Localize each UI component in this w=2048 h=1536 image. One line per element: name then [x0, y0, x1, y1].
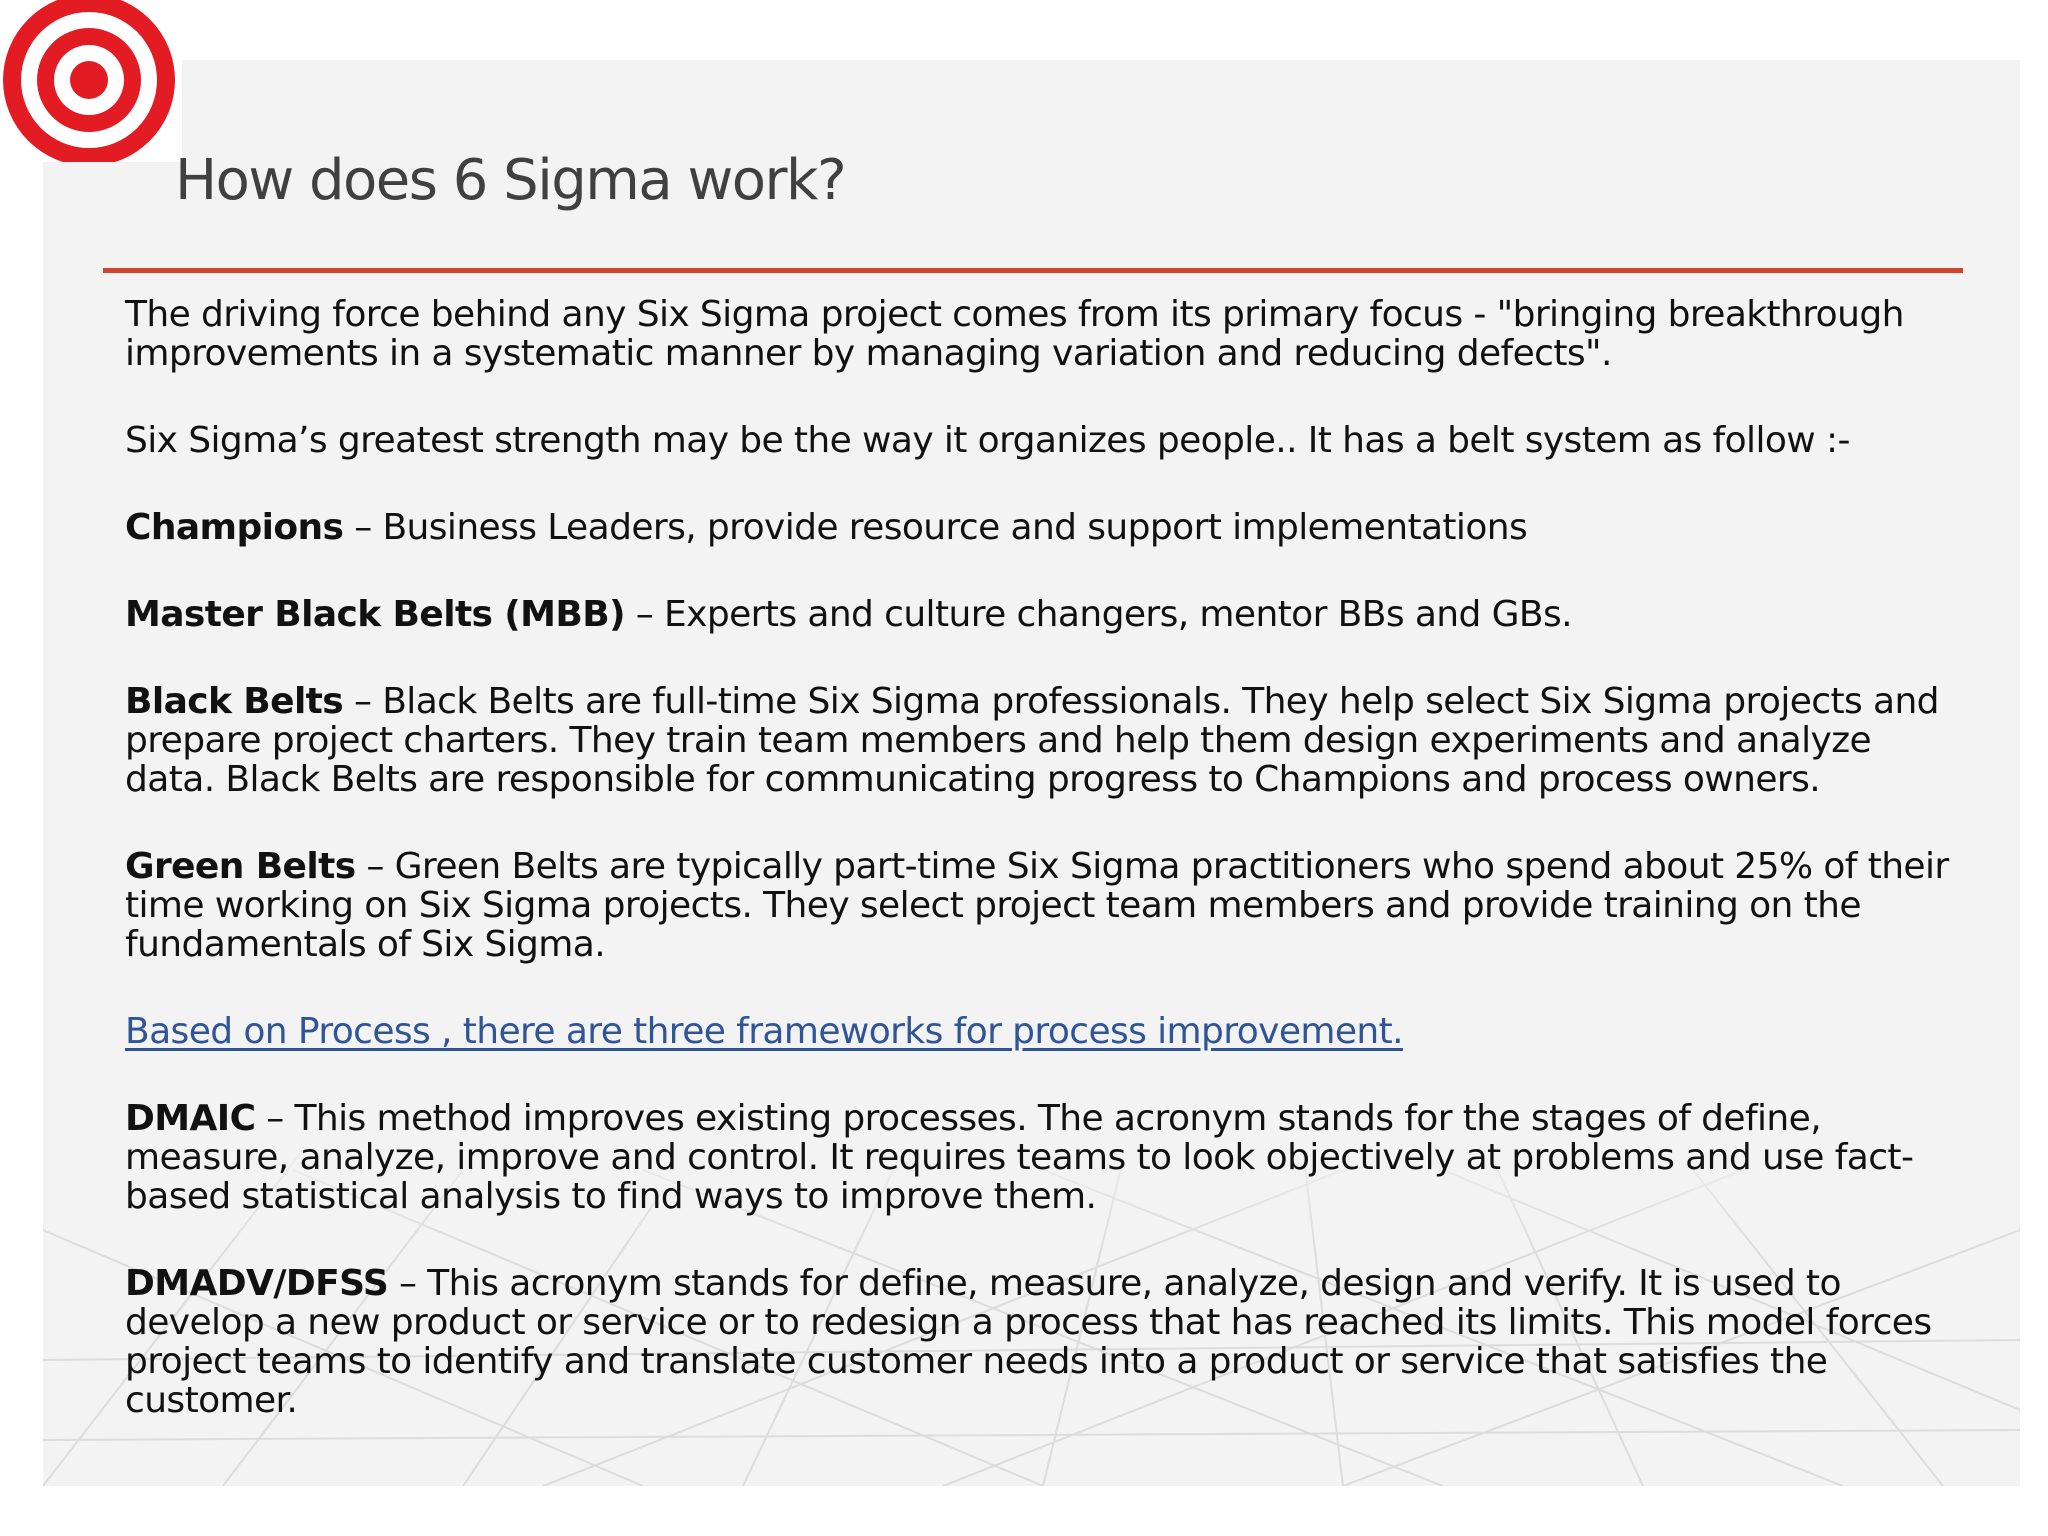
role-description: – Green Belts are typically part-time Six Sigma practitioners who spend about 25% of their time working on Six Sigma projects. They select project team members and provide training on the fundamentals of Six Sigma. [125, 846, 1949, 965]
role-term: Black Belts [125, 681, 344, 722]
title-underline [103, 268, 1963, 273]
slide-body [125, 295, 1955, 1468]
role-term: Green Belts [125, 846, 356, 887]
role-description: – Experts and culture changers, mentor BBs and GBs. [624, 594, 1572, 635]
belt-intro-paragraph: Six Sigma’s greatest strength may be the way it organizes people.. It has a belt system as follow :- [125, 420, 1850, 461]
role-black-belts [125, 682, 1955, 799]
target-icon [0, 0, 182, 162]
framework-term: DMAIC [125, 1098, 256, 1139]
framework-description: – This method improves existing processes. The acronym stands for the stages of define, measure, analyze, improve and control. It requires teams to look objectively at problems and use fact-based statistical analysis to find ways to improve them. [125, 1098, 1914, 1217]
role-description: – Black Belts are full-time Six Sigma professionals. They help select Six Sigma projects and prepare project charters. They train team members and help them design experiments and analyze data. Black Belts are responsible for communicating progress to Champions and process owners. [125, 681, 1939, 800]
role-champions [125, 508, 1955, 547]
frameworks-link[interactable]: Based on Process , there are three frameworks for process improvement. [125, 1011, 1403, 1052]
role-green-belts [125, 847, 1955, 964]
framework-description: – This acronym stands for define, measure, analyze, design and verify. It is used to develop a new product or service or to redesign a process that has reached its limits. This model forces project teams to identify and translate customer needs into a product or service that satisfies the customer. [125, 1263, 1932, 1421]
framework-dmadv-dfss [125, 1264, 1955, 1420]
role-term: Master Black Belts (MBB) [125, 594, 625, 635]
framework-term: DMADV/DFSS [125, 1263, 389, 1304]
role-term: Champions [125, 507, 344, 548]
frameworks-link-paragraph [125, 1012, 1955, 1051]
page-title: How does 6 Sigma work? [175, 148, 846, 213]
role-master-black-belts [125, 595, 1955, 634]
framework-dmaic [125, 1099, 1955, 1216]
intro-paragraph: The driving force behind any Six Sigma project comes from its primary focus - "bringing breakthrough improvements in a systematic manner by managing variation and reducing defects". [125, 294, 1904, 374]
role-description: – Business Leaders, provide resource and support implementations [343, 507, 1528, 548]
